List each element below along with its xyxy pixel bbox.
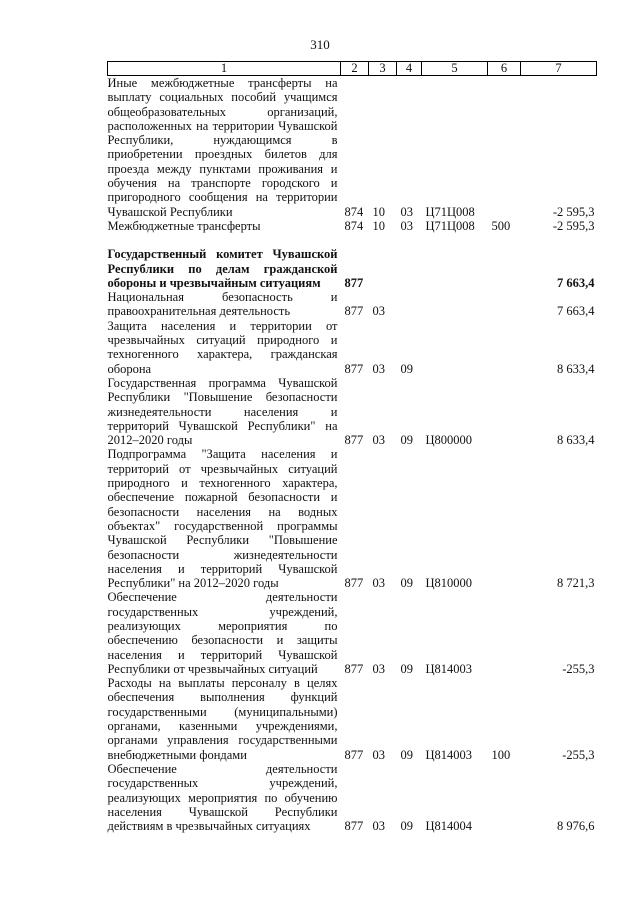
row-expense-code <box>488 290 521 319</box>
row-section-code: 03 <box>372 433 385 448</box>
row-amount: 7 663,4 <box>557 304 595 319</box>
row-name: Национальная безопасность и правоохранительная деятельность <box>107 290 338 319</box>
row-subsection-code: 03 <box>400 218 413 233</box>
row-name: Межбюджетные трансферты <box>107 218 261 233</box>
row-name: Государственная программа Чувашской Республики "Повышение безопасности жизнедеятельности населения и территорий Чувашской Республики" на 2012–2020 годы <box>107 375 338 448</box>
row-section-code: 03 <box>372 661 385 676</box>
table-header-row <box>108 62 597 76</box>
row-amount: -2 595,3 <box>552 218 595 233</box>
row-subsection-code: 09 <box>400 361 413 376</box>
row-ministry-code: 877 <box>344 361 364 376</box>
row-amount: -255,3 <box>562 747 595 762</box>
row-expense-code: 500 <box>491 218 511 233</box>
row-ministry-code: 874 <box>344 218 364 233</box>
table-row <box>108 376 597 447</box>
page-number: 310 <box>310 37 330 52</box>
row-ministry-code: 877 <box>344 304 364 319</box>
row-section-code: 03 <box>372 304 385 319</box>
table-row <box>108 447 597 590</box>
header-col-7: 7 <box>521 62 597 76</box>
row-target-code: Ц814003 <box>425 747 473 762</box>
row-target-code <box>422 319 488 376</box>
row-name: Государственный комитет Чувашской Республики по делам гражданской обороны и чрезвычайным ситуациям <box>107 247 338 290</box>
row-name: Расходы на выплаты персоналу в целях обеспечения выполнения функций государственными (муниципальными) органами, казенными учреждениями, органами управления государственными внебюджетными фондами <box>107 676 338 762</box>
row-target-code: Ц814004 <box>425 819 473 834</box>
row-expense-code <box>488 590 521 676</box>
table-row <box>108 762 597 833</box>
row-name: Подпрограмма "Защита населения и территорий от чрезвычайных ситуаций природного и техногенного характера, обеспечение пожарной безопасности и безопасности населения на водных объектах" государственной программы Чувашской Республики "Повышение безопасности жизнедеятельности населения и территорий Чувашской Республики" на 2012–2020 годы <box>107 447 338 591</box>
row-subsection-code: 09 <box>400 661 413 676</box>
row-subsection-code <box>397 290 422 319</box>
row-amount: 8 721,3 <box>557 576 595 591</box>
row-expense-code <box>488 247 521 290</box>
row-amount: 8 976,6 <box>557 819 595 834</box>
row-section-code: 03 <box>372 576 385 591</box>
row-target-code: Ц810000 <box>425 576 473 591</box>
table-row <box>108 590 597 676</box>
header-col-5: 5 <box>422 62 488 76</box>
header-col-3: 3 <box>369 62 397 76</box>
row-subsection-code <box>397 247 422 290</box>
row-ministry-code: 877 <box>344 661 364 676</box>
header-col-2: 2 <box>341 62 369 76</box>
row-expense-code <box>488 447 521 590</box>
header-col-1: 1 <box>108 62 341 76</box>
row-expense-code <box>488 76 521 219</box>
row-target-code <box>422 290 488 319</box>
table-row <box>108 219 597 233</box>
row-subsection-code: 03 <box>400 204 413 219</box>
row-subsection-code: 09 <box>400 747 413 762</box>
row-section-code <box>369 247 397 290</box>
table-row <box>108 76 597 219</box>
spacer-cell <box>108 233 597 247</box>
row-ministry-code: 877 <box>344 576 364 591</box>
row-subsection-code: 09 <box>400 819 413 834</box>
row-expense-code <box>488 319 521 376</box>
table-row <box>108 676 597 762</box>
row-subsection-code: 09 <box>400 576 413 591</box>
table-row <box>108 247 597 290</box>
row-amount: -2 595,3 <box>552 204 595 219</box>
row-target-code <box>422 247 488 290</box>
table-row <box>108 290 597 319</box>
row-section-code: 03 <box>372 361 385 376</box>
row-name: Защита населения и территории от чрезвычайных ситуаций природного и техногенного характера, гражданская оборона <box>107 318 338 376</box>
row-expense-code <box>488 762 521 833</box>
row-amount: -255,3 <box>562 661 595 676</box>
row-section-code: 10 <box>372 218 385 233</box>
row-target-code: Ц71Ц008 <box>425 218 475 233</box>
row-expense-code: 100 <box>491 747 511 762</box>
row-section-code: 03 <box>372 819 385 834</box>
row-ministry-code: 877 <box>344 433 364 448</box>
row-name: Обеспечение деятельности государственных учреждений, реализующих мероприятия по обучению населения Чувашской Республики действиям в чрезвычайных ситуациях <box>107 761 338 834</box>
row-name: Обеспечение деятельности государственных учреждений, реализующих мероприятия по обеспечению безопасности и защиты населения и территорий Чувашской Республики от чрезвычайных ситуаций <box>107 590 338 676</box>
row-expense-code <box>488 376 521 447</box>
spacer-row <box>108 233 597 247</box>
row-ministry-code: 877 <box>344 275 364 290</box>
row-section-code: 10 <box>372 204 385 219</box>
row-amount: 7 663,4 <box>557 275 595 290</box>
row-ministry-code: 874 <box>344 204 364 219</box>
row-ministry-code: 877 <box>344 747 364 762</box>
header-col-6: 6 <box>488 62 521 76</box>
row-ministry-code: 877 <box>344 819 364 834</box>
row-name: Иные межбюджетные трансферты на выплату социальных пособий учащимся общеобразовательных организаций, расположенных на территории Чувашской Республики, нуждающимся в приобретении проездных билетов для проезда между пунктами проживания и обучения на транспорте городского и пригородного сообщения на территории Чувашской Республики <box>107 76 338 219</box>
row-amount: 8 633,4 <box>557 433 595 448</box>
row-target-code: Ц71Ц008 <box>425 204 475 219</box>
header-col-4: 4 <box>397 62 422 76</box>
row-amount: 8 633,4 <box>557 361 595 376</box>
row-section-code: 03 <box>372 747 385 762</box>
row-target-code: Ц800000 <box>425 433 473 448</box>
row-target-code: Ц814003 <box>425 661 473 676</box>
row-subsection-code: 09 <box>400 433 413 448</box>
table-row <box>108 319 597 376</box>
budget-table <box>107 61 597 833</box>
